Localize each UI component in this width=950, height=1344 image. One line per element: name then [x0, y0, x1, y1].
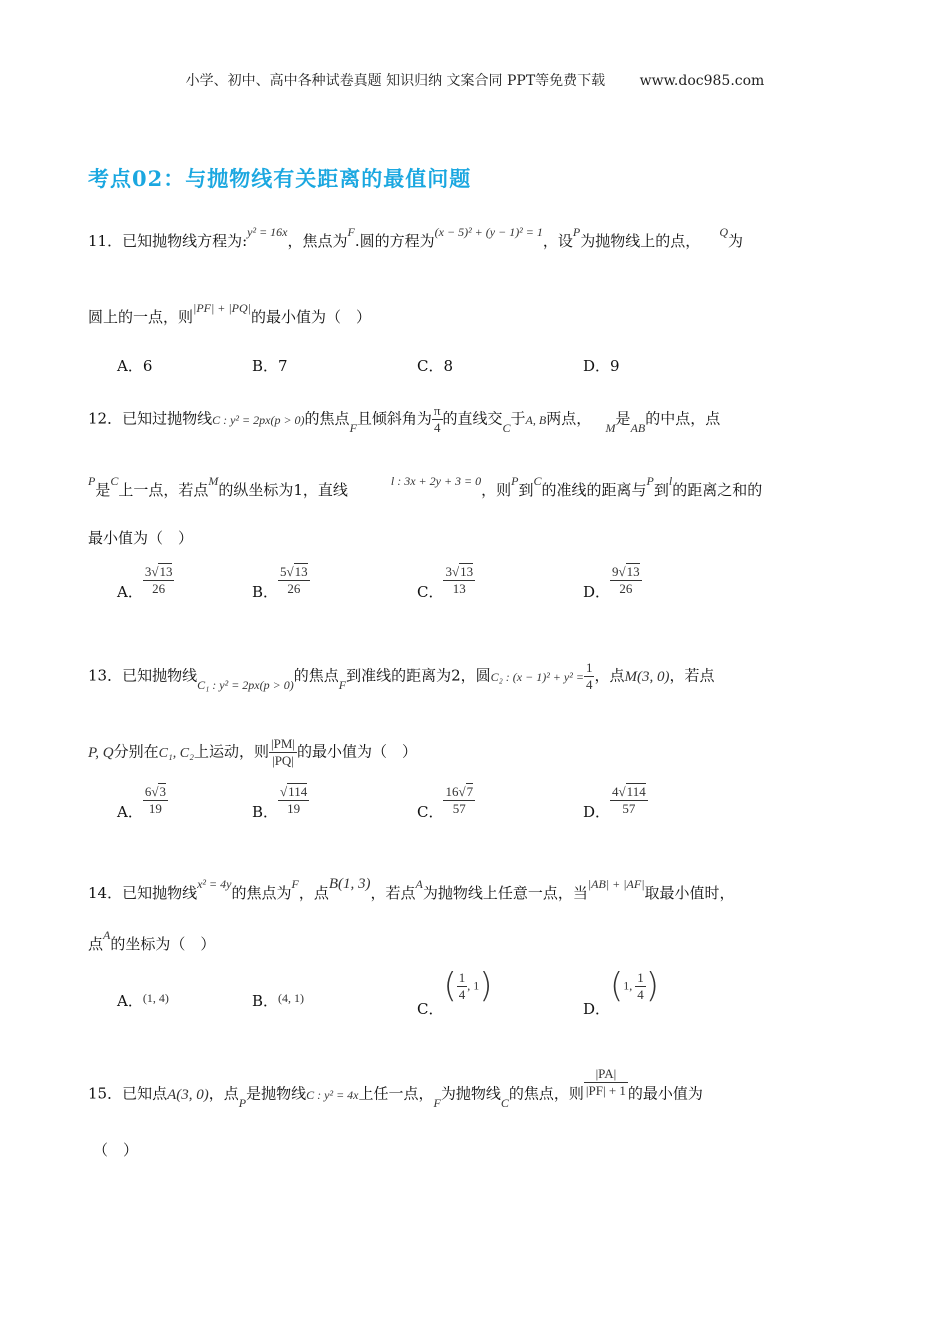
right-paren: ): [479, 966, 493, 1006]
frac-den: 4: [585, 677, 593, 692]
option-label: C．: [417, 582, 444, 601]
q15-number: 15．: [88, 1084, 123, 1103]
option-value: 1,: [623, 978, 636, 993]
q15-line2: [93, 1139, 138, 1160]
page-header: [0, 70, 950, 90]
q13-number: 13．: [88, 666, 123, 685]
q11-text: 圆上的一点，则: [88, 308, 194, 326]
frac-radicand: 114: [288, 784, 308, 799]
frac-den: 26: [287, 581, 301, 596]
frac-radicand: 13: [294, 564, 308, 579]
frac-den: |PF| + 1: [585, 1083, 626, 1098]
q15-focus-f: F: [433, 1095, 441, 1110]
q12-text: 已知过抛物线: [122, 409, 213, 428]
option-label: B．: [252, 802, 279, 821]
option-value: (1, 4): [142, 991, 169, 1005]
q14-point-a: A: [415, 877, 423, 891]
q12-text: 是: [615, 409, 631, 428]
q12-text: 且倾斜角为: [356, 409, 432, 428]
q14-text: 点: [88, 935, 104, 953]
option-value: 7: [278, 357, 288, 375]
left-paren: (: [443, 966, 457, 1006]
frac-den: 19: [287, 801, 301, 816]
q11-number: 11．: [88, 232, 123, 250]
q15-text: 已知点: [122, 1084, 168, 1103]
q12-text: 到: [518, 481, 534, 499]
q13-eq2: C₂ : (x − 1)² + y² =: [490, 669, 584, 684]
q11-focus-f: F: [347, 225, 355, 239]
q12-text: 的中点，点: [645, 409, 721, 428]
q11-text: ，设: [542, 232, 573, 250]
q15-text: 的焦点，则: [508, 1084, 584, 1103]
q14-number: 14．: [88, 884, 123, 902]
q12-points-ab: A, B: [525, 412, 547, 427]
q14-option-a[interactable]: [117, 990, 169, 1011]
q12-line-l-symbol: l: [668, 474, 673, 488]
frac-radicand: 114: [626, 784, 646, 799]
q13-text: ，点: [594, 666, 625, 685]
q14-text: 的坐标为（ ）: [110, 935, 216, 953]
frac-num: 1: [585, 660, 593, 675]
frac-coef: 16: [445, 784, 459, 799]
q13-line2: [88, 736, 417, 769]
q11-line1: [88, 225, 744, 251]
q11-eq2: (x − 5)² + (y − 1)² = 1: [434, 225, 543, 239]
q12-text: ，则: [481, 481, 512, 499]
q14-line1: [88, 876, 735, 903]
q12-option-a[interactable]: [117, 564, 174, 601]
q12-text: 两点，: [546, 409, 592, 428]
q13-text: 已知抛物线: [122, 666, 198, 685]
q14-text: 已知抛物线: [122, 884, 198, 902]
frac-coef: 6: [144, 784, 152, 799]
q13-option-b[interactable]: [252, 784, 309, 821]
frac-num: π: [433, 403, 441, 418]
frac-den: 19: [148, 801, 162, 816]
frac-den: 57: [622, 801, 636, 816]
q13-text: 的焦点: [293, 666, 339, 685]
q11-text: 为: [728, 232, 744, 250]
option-value: 6: [142, 357, 153, 375]
frac-den: 4: [458, 986, 466, 1002]
q12-point-p: P: [88, 474, 96, 488]
q15-text: （ ）: [93, 1141, 139, 1159]
q12-text: 到: [653, 481, 669, 499]
q11-expr: |PF| + |PQ|: [193, 301, 251, 315]
q13-option-d[interactable]: [583, 784, 648, 821]
option-label: D．: [583, 802, 611, 821]
header-site: www.doc985.com: [639, 73, 765, 89]
q12-curve-c: C: [110, 474, 119, 488]
q11-option-c[interactable]: [417, 355, 453, 376]
q12-text: 的焦点: [304, 409, 350, 428]
q13-points-pq: P, Q: [88, 744, 114, 761]
q14-options: [117, 966, 817, 1016]
frac-coef: 3: [445, 564, 452, 579]
option-label: C．: [417, 802, 444, 821]
q15-text: 的最小值为: [627, 1084, 703, 1103]
q12-line2: [88, 474, 763, 500]
option-label: D．: [583, 582, 611, 601]
frac-coef: 4: [612, 784, 619, 799]
q14-text: ，点: [298, 884, 329, 902]
q12-pi-over-4: [432, 403, 443, 436]
q14-option-d[interactable]: [583, 966, 660, 1018]
q13-ratio: [269, 736, 297, 769]
q15-text: 上任一点，: [358, 1084, 434, 1103]
option-fraction: $\frac{6√3}{19}$: [144, 784, 166, 816]
frac-radicand: 13: [626, 564, 640, 579]
frac-den: 26: [619, 581, 633, 596]
q11-text: 已知抛物线方程为:: [122, 232, 248, 250]
frac-radicand: 13: [460, 564, 474, 579]
q11-option-d[interactable]: [583, 355, 620, 376]
q12-line1: [88, 403, 720, 436]
q12-options: [117, 564, 817, 614]
frac-radicand: 13: [159, 564, 173, 579]
q11-text: 为抛物线上的点，: [580, 232, 701, 250]
q14-point-b: B(1, 3): [328, 876, 371, 892]
frac-den: 57: [452, 801, 466, 816]
option-label: A．: [117, 802, 143, 821]
q12-segment-ab: AB: [630, 420, 646, 435]
q11-option-a[interactable]: [117, 355, 152, 376]
q13-eq1: C₁ : y² = 2px(p > 0): [197, 677, 294, 692]
q14-eq1: x² = 4y: [197, 877, 232, 891]
section-title: 考点02：与抛物线有关距离的最值问题: [88, 166, 472, 191]
option-value: (4, 1): [278, 991, 305, 1005]
q14-text: 为抛物线上任意一点，当: [422, 884, 588, 902]
q14-option-c[interactable]: [417, 966, 493, 1018]
q14-expr: |AB| + |AF|: [587, 877, 645, 891]
frac-den: 26: [152, 581, 166, 596]
q14-text: 的焦点为: [231, 884, 292, 902]
option-fraction: $\frac{9√13}{26}$: [612, 564, 640, 596]
q12-line3: [88, 527, 193, 548]
q15-line1: [88, 1066, 703, 1111]
q12-point-p: P: [511, 474, 519, 488]
option-label: C．: [417, 357, 444, 375]
option-value: 9: [610, 357, 620, 375]
frac-den: 4: [433, 420, 441, 435]
q15-curve-c: C: [500, 1095, 509, 1110]
frac-coef: 3: [144, 564, 152, 579]
q12-line-l: l : 3x + 2y + 3 = 0: [390, 474, 482, 488]
q14-line2: [88, 928, 216, 954]
option-fraction: [457, 970, 468, 1003]
option-fraction: $\frac{3√13}{13}$: [445, 564, 474, 596]
option-label: A．: [117, 357, 143, 375]
option-label: C．: [417, 1000, 444, 1018]
option-value: 8: [443, 357, 454, 375]
q14-point-a: A: [103, 928, 111, 942]
frac-coef: 9: [612, 564, 619, 579]
option-fraction: $\frac{16√7}{57}$: [445, 784, 474, 816]
q15-text: ，点: [208, 1084, 239, 1103]
q11-eq1: y² = 16x: [247, 225, 288, 239]
q12-text: 最小值为（ ）: [88, 529, 194, 547]
right-paren: ): [645, 966, 660, 1006]
q11-text: ，焦点为: [287, 232, 348, 250]
q12-text: 是: [95, 481, 111, 499]
q13-option-a[interactable]: [117, 784, 168, 821]
q12-text: 的纵坐标为1，直线: [218, 481, 348, 499]
q12-text: 的准线的距离与: [541, 481, 647, 499]
option-label: D．: [583, 357, 611, 375]
option-fraction: $\frac{3√13}{26}$: [144, 564, 173, 596]
q13-text: ，若点: [669, 666, 715, 685]
q12-point-m: M: [605, 420, 616, 435]
q13-focus-f: F: [338, 677, 347, 692]
q12-curve-c: C: [502, 420, 511, 435]
option-label: A．: [117, 582, 143, 601]
q13-text: 上运动，则: [194, 742, 270, 761]
q15-ratio: [584, 1066, 628, 1099]
q14-text: ，若点: [370, 884, 416, 902]
q13-option-c[interactable]: [417, 784, 475, 821]
q14-option-b[interactable]: [252, 990, 304, 1011]
q12-eq1: C : y² = 2px(p > 0): [212, 412, 305, 427]
q13-text: 到准线的距离为2，圆: [346, 666, 491, 685]
q11-line2: [88, 301, 371, 327]
q14-text: 取最小值时，: [644, 884, 735, 902]
q11-point-q: Q: [719, 225, 729, 239]
q12-point-p: P: [646, 474, 654, 488]
option-fraction: $\frac{4√114}{57}$: [612, 784, 646, 816]
q11-text: 的最小值为（ ）: [250, 308, 371, 326]
q15-eq1: C : y² = 4x: [306, 1087, 359, 1102]
header-text: 小学、初中、高中各种试卷真题 知识归纳 文案合同 PPT等免费下载: [185, 73, 606, 89]
q13-line1: [88, 660, 714, 693]
frac-num: |PM|: [271, 736, 296, 751]
q11-option-b[interactable]: [252, 355, 288, 376]
frac-num: 1: [637, 969, 644, 985]
q15-point-a: A(3, 0): [167, 1086, 209, 1103]
frac-radicand: 7: [466, 784, 474, 799]
option-fraction: $\frac{√114}{19}$: [280, 784, 308, 816]
q12-point-m: M: [208, 474, 219, 488]
q13-text: 的最小值为（ ）: [297, 742, 418, 761]
q12-option-b[interactable]: [252, 564, 310, 601]
frac-num: |PA|: [584, 1066, 628, 1083]
q12-text: 于: [510, 409, 526, 428]
frac-den: |PQ|: [272, 753, 294, 768]
q12-option-d[interactable]: [583, 564, 642, 601]
q15-text: 为抛物线: [440, 1084, 501, 1103]
q14-focus-f: F: [291, 877, 299, 891]
option-value: , 1: [467, 978, 480, 993]
left-paren: (: [610, 966, 624, 1006]
q12-number: 12．: [88, 409, 123, 428]
frac-radicand: 3: [159, 784, 166, 799]
frac-den: 13: [452, 581, 466, 596]
q12-text: 上一点，若点: [118, 481, 209, 499]
q12-curve-c: C: [533, 474, 542, 488]
q11-point-p: P: [572, 225, 581, 239]
option-label: B．: [252, 992, 279, 1010]
q15-text: 是抛物线: [246, 1084, 307, 1103]
q12-focus-f: F: [349, 420, 357, 435]
q13-text: 分别在: [113, 742, 159, 761]
frac-num: 1: [458, 969, 466, 985]
frac-den: 4: [637, 986, 644, 1002]
option-fraction: $\frac{5√13}{26}$: [280, 564, 308, 596]
q12-option-c[interactable]: [417, 564, 475, 601]
q13-point-m: M(3, 0): [624, 668, 670, 685]
q13-quarter: [584, 660, 595, 693]
q15-point-p: P: [238, 1095, 247, 1110]
q13-curves: C₁, C₂: [158, 745, 194, 761]
q13-options: [117, 784, 817, 834]
q12-text: 的直线交: [442, 409, 503, 428]
option-label: A．: [117, 992, 143, 1010]
option-fraction: [635, 970, 646, 1003]
option-label: B．: [252, 582, 279, 601]
option-label: D．: [583, 1000, 611, 1018]
q12-text: 的距离之和的: [672, 481, 763, 499]
option-label: B．: [252, 357, 279, 375]
q11-text: .圆的方程为: [354, 232, 435, 250]
frac-coef: 5: [280, 564, 287, 579]
